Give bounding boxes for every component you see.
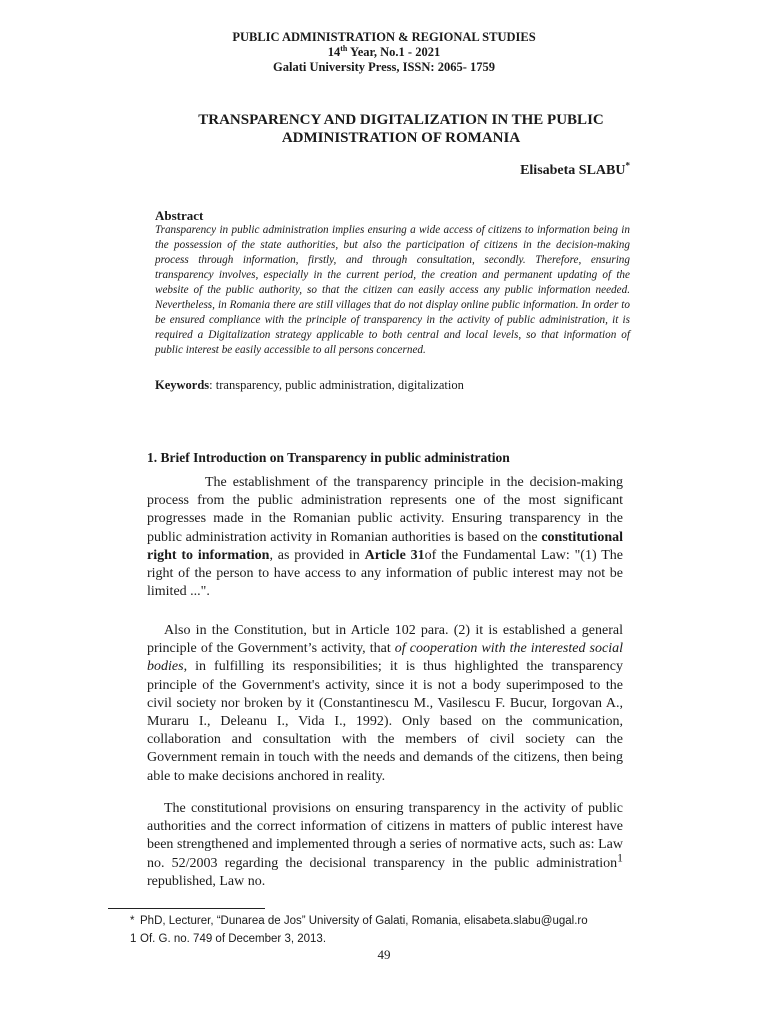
footnote-1-mark: * xyxy=(130,915,135,927)
article-title xyxy=(150,111,652,147)
paragraph-1-text-e: of the Fundamental Law: "(1) The right of the person to have access to any information of public interest may not be limited ...". xyxy=(147,547,623,600)
paragraph-1-bold-right: constitutional right to information xyxy=(147,529,623,563)
author-footnote-mark: * xyxy=(625,160,630,171)
paragraph-1-text-c: , as provided in xyxy=(269,547,365,563)
abstract-heading: Abstract xyxy=(155,208,204,223)
section-heading: 1. Brief Introduction on Transparency in public administration xyxy=(147,450,510,465)
article-title-line-2: ADMINISTRATION OF ROMANIA xyxy=(281,130,521,146)
paragraph-3-text-a: The constitutional provisions on ensuring transparency in the activity of public authorities and the correct information of citizens in matters of public interest have been strengthened and implemented through a series of normative acts, such as: Law no. 52/2003 regarding the decisional transparency in the public administration xyxy=(147,801,623,871)
footnote-1 xyxy=(130,915,588,927)
journal-name: PUBLIC ADMINISTRATION & REGIONAL STUDIES xyxy=(232,30,536,44)
keywords-line xyxy=(155,378,464,393)
footnote-2-text: Of. G. no. 749 of December 3, 2013. xyxy=(140,933,327,945)
author-name xyxy=(520,160,630,179)
footnote-ref-1: 1 xyxy=(617,850,623,864)
keywords-label: Keywords xyxy=(155,378,210,392)
paragraph-1 xyxy=(147,474,623,601)
paragraph-3 xyxy=(147,800,623,891)
paragraph-2 xyxy=(147,622,623,786)
journal-year-suffix: th xyxy=(340,43,348,53)
journal-year-rest: Year, No.1 - 2021 xyxy=(347,45,441,59)
author-name-text: Elisabeta SLABU xyxy=(520,163,626,178)
journal-header xyxy=(0,30,768,75)
footnote-1-text: PhD, Lecturer, “Dunarea de Jos” University of Galati, Romania, elisabeta.slabu@ugal.ro xyxy=(140,915,588,927)
paragraph-1-bold-article: Article 31 xyxy=(364,547,425,563)
page-number: 49 xyxy=(377,947,391,962)
paragraph-2-italic: of cooperation with the interested social bodies xyxy=(147,641,623,675)
footnote-2 xyxy=(130,933,326,945)
abstract-text: Transparency in public administration implies ensuring a wide access of citizens to information being in the possession of the state authorities, but also the participation of citizens in the decision-making process through information, firstly, and through consultation, secondly. Therefore, ensuring transparency involves, especially in the current period, the creation and permanent updating of the website of the public authority, so that the citizen can easily access any public information needed. Nevertheless, in Romania there are still villages that do not display online public information. In order to be ensured compliance with the principle of transparency in the activity of public administration, it is required a Digitalization strategy applicable to both central and local levels, so that information of public interest be easily accessible to all persons concerned. xyxy=(155,224,630,356)
article-title-line-1: TRANSPARENCY AND DIGITALIZATION IN THE PUBLIC xyxy=(198,112,604,128)
paragraph-2-text-a: Also in the Constitution, but in Article 102 para. (2) it is established a general principle of the Government’s activity, that xyxy=(147,623,623,657)
paragraph-2-text-c: , in fulfilling its responsibilities; it is thus highlighted the transparency principle of the Government's activity, since it is not a body superimposed to the civil society nor broken by it (Constantinescu M., Vasilescu F. Bucur, Iorgovan A., Muraru I., Deleanu I., Vida I., 1992). Only based on the communication, collaboration and consultation with the members of civil society can the Government remain in touch with the needs and demands of the citizens, then being able to make decisions anchored in reality. xyxy=(147,659,623,784)
paragraph-3-text-b: republished, Law no. xyxy=(147,873,266,889)
journal-year-number: 14 xyxy=(327,45,341,59)
journal-press: Galati University Press, ISSN: 2065- 1759 xyxy=(273,60,495,74)
footnote-divider xyxy=(108,908,265,909)
footnote-2-mark: 1 xyxy=(130,933,137,945)
paragraph-1-text-a: The establishment of the transparency principle in the decision-making process from the public administration represents one of the most significant progresses made in the Romanian public activity. Ensuring transparency in the public administration activity in Romanian authorities is based on the xyxy=(147,475,623,545)
journal-issue xyxy=(0,45,768,60)
keywords-text: : transparency, public administration, digitalization xyxy=(209,378,464,392)
